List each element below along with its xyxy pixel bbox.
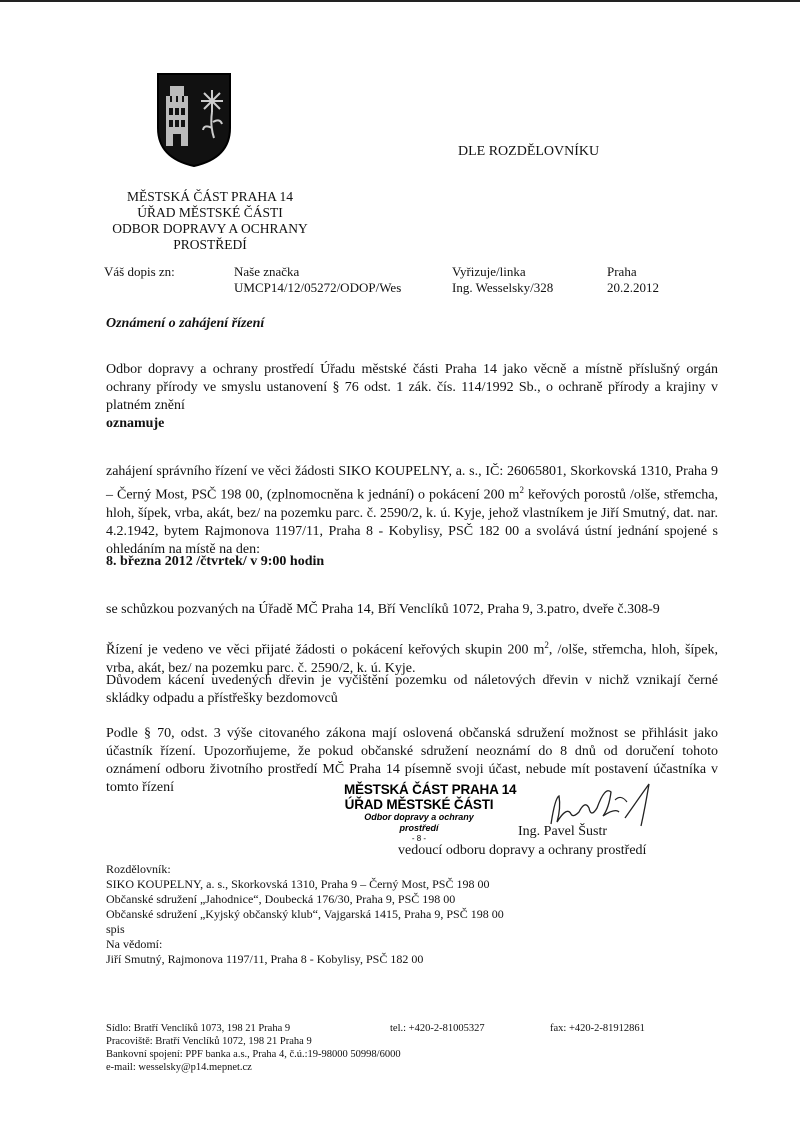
authority-line: PROSTŘEDÍ [173,237,247,252]
issuing-authority [110,189,310,253]
stamp-line: Odbor dopravy a ochrany prostředí [364,812,474,833]
our-reference-value: UMCP14/12/05272/ODOP/Wes [234,280,402,295]
list-item: spis [106,922,125,936]
our-reference-label: Naše značka [234,264,300,279]
handled-by-label: Vyřizuje/linka [452,264,526,279]
footer-seat: Sídlo: Bratří Venclíků 1073, 198 21 Praha 9 [106,1023,291,1034]
meeting-date: 8. března 2012 /čtvrtek/ v 9:00 hodin [106,554,325,569]
handled-by [452,264,553,296]
proceedings-paragraph [106,463,718,559]
announce-heading: oznamuje [106,416,165,431]
stamp-line: ÚŘAD MĚSTSKÉ ČÁSTI [344,797,494,812]
footer-tel: tel.: +420-2-81005327 [390,1023,485,1034]
list-item: Občanské sdružení „Jahodnice“, Doubecká 176/30, Praha 9, PSČ 198 00 [106,892,456,906]
superscript: 2 [544,640,549,650]
text-run: zahájení správního řízení ve věci žádosti SIKO KOUPELNY, a. s., IČ: 26065801, Skorkovská 1310, Praha 9 – Černý Most, PSČ 198 00, (zplnomocněna k jednání) o pokácení 200 m [106,464,718,503]
place: Praha [607,264,637,279]
footer-bank: Bankovní spojení: PPF banka a.s., Praha 4, č.ú.:19-98000 50998/6000 [106,1049,401,1060]
distribution-label: Rozdělovník: [106,862,171,876]
meeting-place: se schůzkou pozvaných na Úřadě MČ Praha 14, Bří Venclíků 1072, Praha 9, 3.patro, dveře č.308-9 [106,602,660,617]
your-letter-label: Váš dopis zn: [104,264,175,279]
stamp-line: MĚSTSKÁ ČÁST PRAHA 14 [344,782,517,797]
footer-workplace: Pracoviště: Bratří Venclíků 1072, 198 21 Praha 9 [106,1036,312,1047]
text-run: , /olše, střemcha, hloh, šípek, vrba, akát, bez/ na pozemku parc. č. 2590/2, k. ú. Kyje. [106,642,718,676]
list-item: Jiří Smutný, Rajmonova 1197/11, Praha 8 - Kobylisy, PSČ 182 00 [106,952,424,966]
authority-line: ÚŘAD MĚSTSKÉ ČÁSTI [137,205,283,220]
footer-email: e-mail: wesselsky@p14.mepnet.cz [106,1062,252,1073]
document-title: Oznámení o zahájení řízení [106,316,265,331]
reason-paragraph: Důvodem kácení uvedených dřevin je vyčištění pozemku od náletových dřevin v nichž vznikají černé skládky odpadu a přístřešky bezdomovců [106,673,718,706]
authority-line: MĚSTSKÁ ČÁST PRAHA 14 [127,189,293,204]
intro-paragraph: Odbor dopravy a ochrany prostředí Úřadu městské části Praha 14 jako věcně a místně příslušný orgán ochrany přírody ve smyslu ustanovení § 76 odst. 1 zák. čís. 114/1992 Sb., o ochraně přírody a krajiny v platném znění [106,362,718,413]
footer-address [106,1022,401,1074]
place-date [607,264,659,296]
handled-by-value: Ing. Wesselsky/328 [452,280,554,295]
top-border-line [0,0,800,2]
signer-name: Ing. Pavel Šustr [518,824,608,839]
signer-role: vedoucí odboru dopravy a ochrany prostředí [398,843,647,858]
text-run: Řízení je vedeno ve věci přijaté žádosti o pokácení keřových skupin 200 m [106,642,545,658]
office-stamp [344,782,517,843]
list-item: SIKO KOUPELNY, a. s., Skorkovská 1310, Praha 9 – Černý Most, PSČ 198 00 [106,877,490,891]
our-reference [234,264,401,296]
date: 20.2.2012 [607,280,659,295]
footer-fax: fax: +420-2-81912861 [550,1023,645,1034]
authority-line: ODBOR DOPRAVY A OCHRANY [112,221,308,236]
stamp-line: - 8 - [411,834,427,843]
coat-of-arms-emblem [156,72,232,168]
cc-label: Na vědomí: [106,937,163,951]
participation-paragraph: Podle § 70, odst. 3 výše citovaného zákona mají oslovená občanská sdružení možnost se přihlásit jako účastník řízení. Upozorňujeme, že pokud občanské sdružení neoznámí do 8 dnů od doručení tohoto oznámení odboru životního prostředí MČ Praha 14 písemně svoji účast, nebude mít postavení účastníka v tomto řízení [106,726,718,795]
distribution-list [106,862,504,967]
text-run: keřových porostů /olše, střemcha, hloh, šípek, vrba, akát, bez/ na pozemku parc. č. 2590/2, k. ú. Kyje, jehož vlastníkem je Jiří Smutný, dat. nar. 4.2.1942, bytem Rajmonova 1197/11, Praha 8 - Kobylisy, PSČ 182 00 a svolává ústní jednání spojené s ohledáním na místě na den: [106,487,718,557]
superscript: 2 [519,485,524,495]
recipient-line: DLE ROZDĚLOVNÍKU [458,144,600,159]
list-item: Občanské sdružení „Kyjský občanský klub“, Vajgarská 1415, Praha 9, PSČ 198 00 [106,907,504,921]
